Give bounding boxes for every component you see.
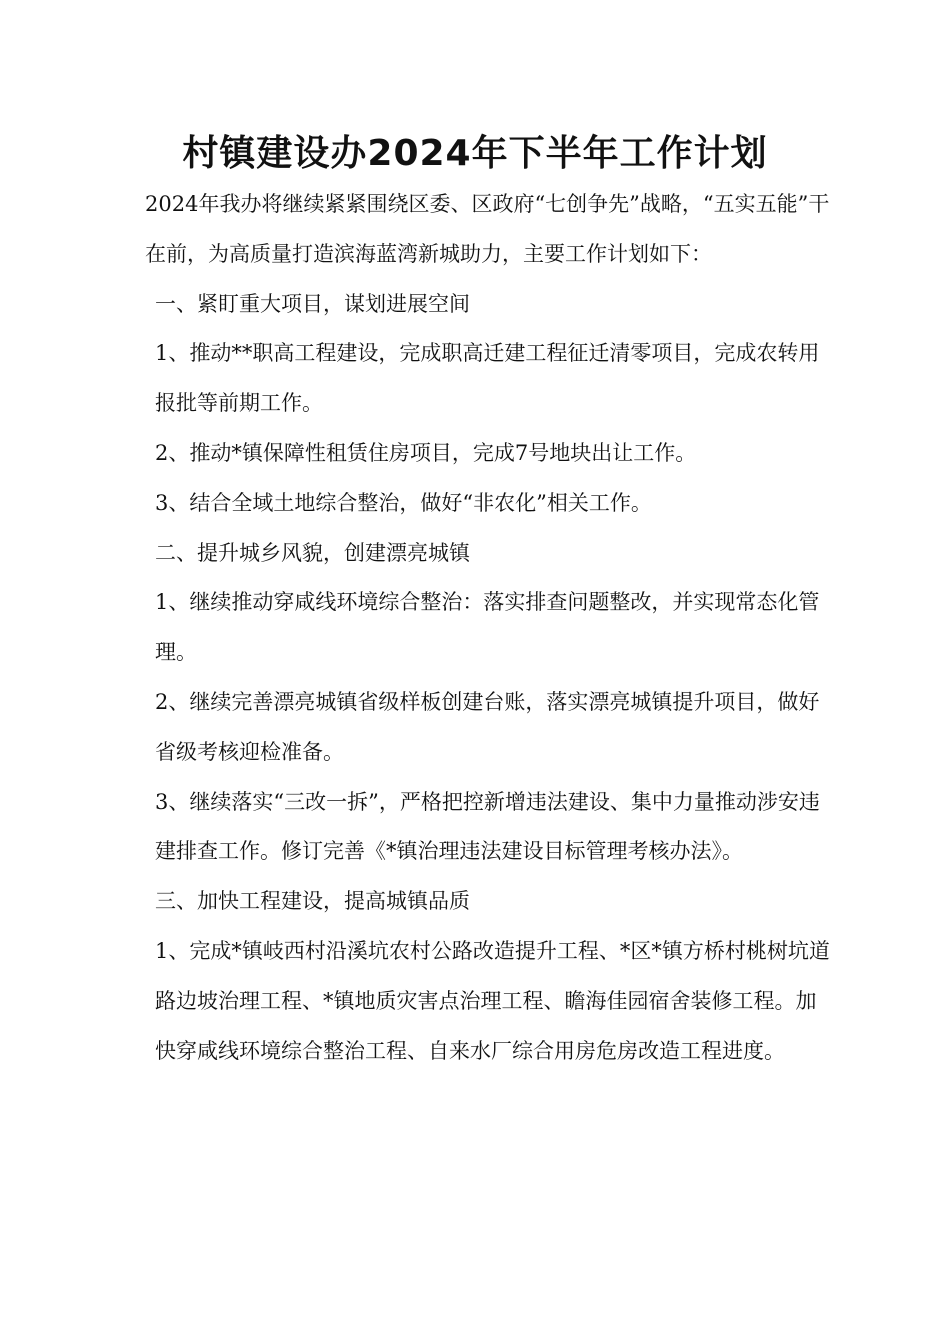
document-title: 村镇建设办2024年下半年工作计划 bbox=[182, 133, 768, 174]
section-1-item-1: 1、推动**职高工程建设，完成职高迁建工程征迁清零项目，完成农转用报批等前期工作。 bbox=[155, 341, 820, 416]
section-heading-1: 一、紧盯重大项目，谋划进展空间 bbox=[155, 291, 470, 316]
section-heading-3: 三、加快工程建设，提高城镇品质 bbox=[155, 889, 470, 914]
document-body bbox=[145, 180, 835, 1076]
intro-paragraph: 2024年我办将继续紧紧围绕区委、区政府“七创争先”战略，“五实五能”干在前，为高质量打造滨海蓝湾新城助力，主要工作计划如下： bbox=[145, 192, 830, 266]
section-1-item-3: 3、结合全域土地综合整治，做好“非农化”相关工作。 bbox=[155, 490, 652, 515]
section-1-item-2: 2、推动*镇保障性租赁住房项目，完成7号地块出让工作。 bbox=[155, 440, 697, 465]
section-2-item-2: 2、继续完善漂亮城镇省级样板创建台账，落实漂亮城镇提升项目，做好省级考核迎检准备。 bbox=[155, 689, 820, 764]
section-heading-2: 二、提升城乡风貌，创建漂亮城镇 bbox=[155, 540, 470, 565]
section-2-item-3: 3、继续落实“三改一拆”，严格把控新增违法建设、集中力量推动涉安违建排查工作。修订完善《*镇治理违法建设目标管理考核办法》。 bbox=[155, 789, 820, 864]
section-3-item-1: 1、完成*镇岐西村沿溪坑农村公路改造提升工程、*区*镇方桥村桃树坑道路边坡治理工程、*镇地质灾害点治理工程、瞻海佳园宿舍装修工程。加快穿咸线环境综合整治工程、自来水厂综合用房危房改造工程进度。 bbox=[155, 938, 830, 1063]
section-2-item-1: 1、继续推动穿咸线环境综合整治：落实排查问题整改，并实现常态化管理。 bbox=[155, 590, 820, 665]
